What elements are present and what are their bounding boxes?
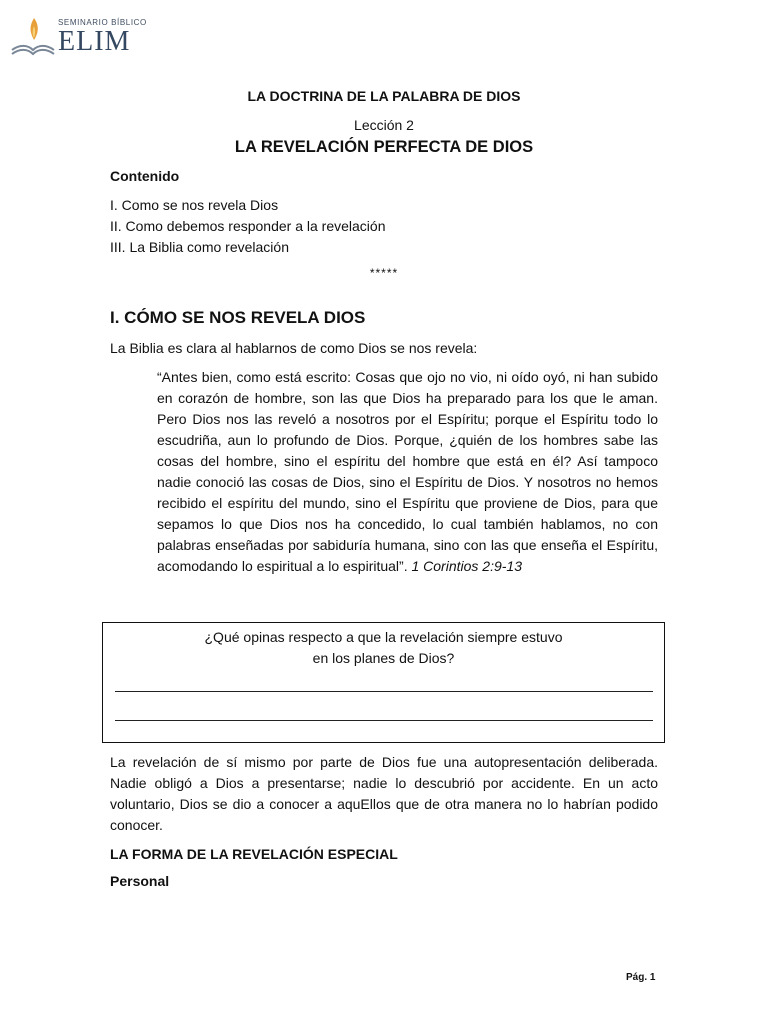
- quote-reference: 1 Corintios 2:9-13: [411, 558, 522, 574]
- logo-subtitle: SEMINARIO BÍBLICO: [58, 18, 147, 27]
- answer-line[interactable]: [115, 691, 653, 692]
- page-number: Pág. 1: [626, 972, 656, 983]
- body-paragraph: La revelación de sí mismo por parte de Dios fue una autopresentación deliberada. Nadie obligó a Dios a presentarse; nadie lo descubrió por accidente. En un acto voluntario, Dios se dio a conocer a aquEllos que de otra manera no lo habrían podido conocer.: [110, 754, 658, 833]
- quote-text: “Antes bien, como está escrito: Cosas que ojo no vio, ni oído oyó, ni han subido en corazón de hombre, son las que Dios ha preparado para los que le aman. Pero Dios nos las reveló a nosotros por el Espíritu; porque el Espíritu todo lo escudriña, aun lo profundo de Dios. Porque, ¿quién de los hombres sabe las cosas del hombre, sino el espíritu del hombre que está en él? Así tampoco nadie conoció las cosas de Dios, sino el Espíritu de Dios. Y nosotros no hemos recibido el espíritu del mundo, sino el Espíritu que proviene de Dios, para que sepamos lo que Dios nos ha concedido, lo cual también hablamos, no con palabras enseñadas por sabiduría humana, sino con las que enseña el Espíritu, acomodando lo espiritual a lo espiritual”.: [157, 369, 658, 574]
- book-flame-icon: [10, 14, 56, 58]
- section-intro: La Biblia es clara al hablarnos de como Dios se nos revela:: [110, 340, 478, 356]
- contents-heading: Contenido: [110, 168, 180, 184]
- logo-title: ELIM: [58, 26, 131, 57]
- scripture-quote: [157, 367, 658, 577]
- contents-item: I. Como se nos revela Dios: [110, 197, 279, 213]
- answer-line[interactable]: [115, 720, 653, 721]
- separator: *****: [369, 266, 399, 280]
- section-heading: I. CÓMO SE NOS REVELA DIOS: [110, 308, 366, 327]
- lesson-title: LA REVELACIÓN PERFECTA DE DIOS: [234, 138, 534, 156]
- lesson-label: Lección 2: [354, 117, 414, 133]
- contents-item: III. La Biblia como revelación: [110, 239, 289, 255]
- sub-subheading: Personal: [110, 873, 170, 889]
- question-line-2: en los planes de Dios?: [312, 650, 455, 666]
- question-line-1: ¿Qué opinas respecto a que la revelación siempre estuvo: [204, 629, 563, 645]
- seminary-logo: [10, 14, 170, 60]
- question-text: [103, 627, 664, 669]
- question-box: [102, 622, 665, 743]
- contents-item: II. Como debemos responder a la revelación: [110, 218, 386, 234]
- contents-list: [110, 195, 385, 258]
- subheading: LA FORMA DE LA REVELACIÓN ESPECIAL: [110, 846, 398, 862]
- document-title: LA DOCTRINA DE LA PALABRA DE DIOS: [247, 88, 521, 104]
